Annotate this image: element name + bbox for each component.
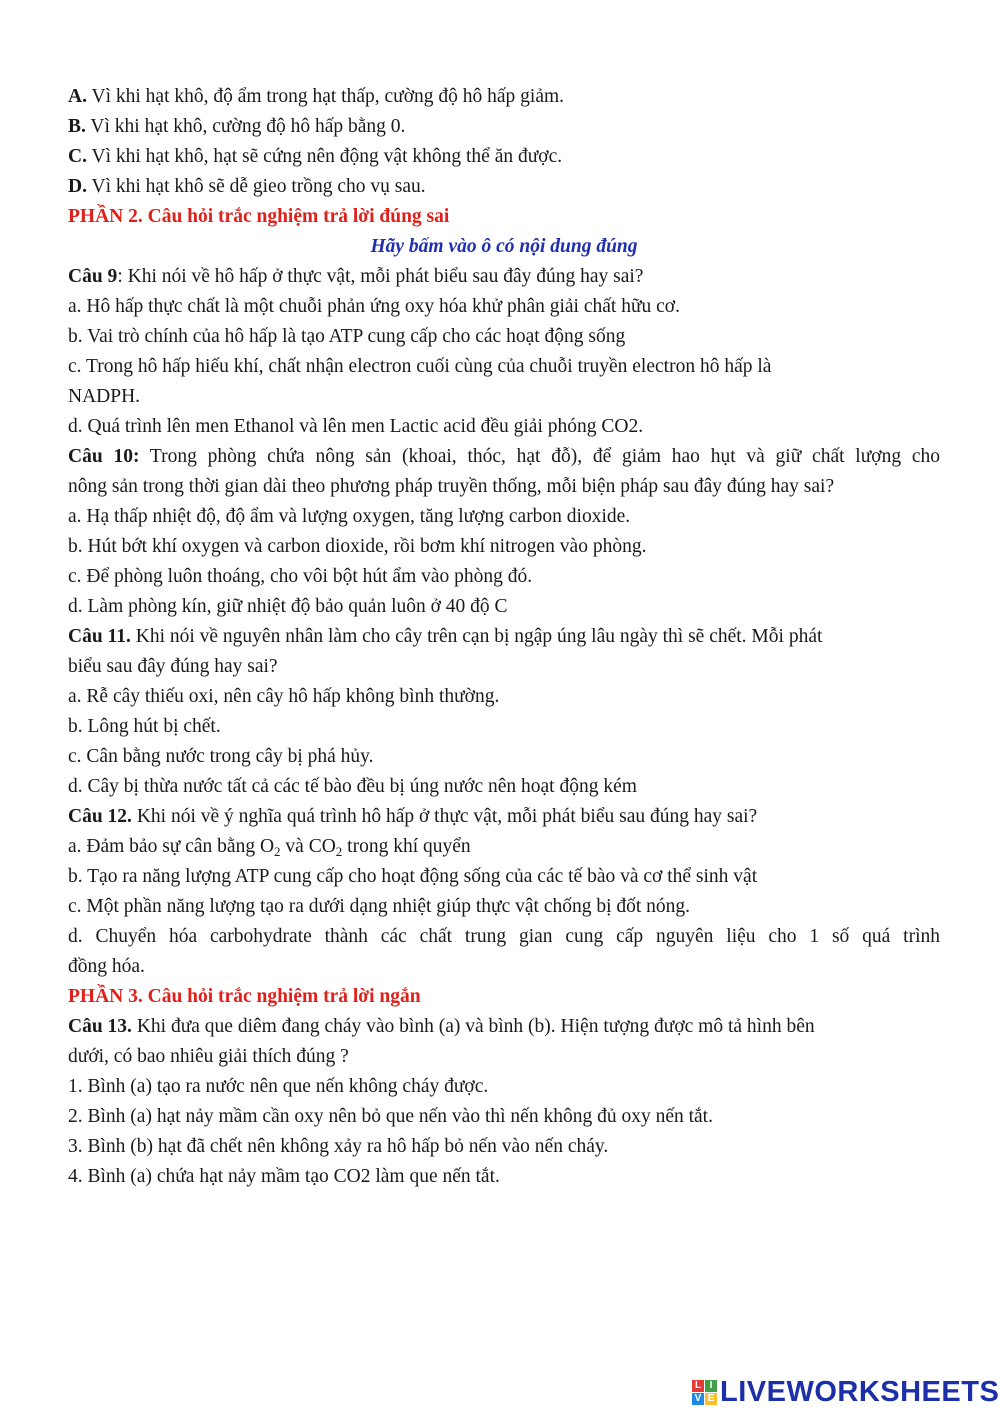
q10-statement-a[interactable]: a. Hạ thấp nhiệt độ, độ ẩm và lượng oxygen, tăng lượng carbon dioxide. — [68, 506, 631, 527]
q10-question-cont: nông sản trong thời gian dài theo phương pháp truyền thống, mỗi biện pháp sau đây đúng hay sai? — [68, 476, 835, 497]
q13-item-2: 2. Bình (a) hạt nảy mầm cần oxy nên bỏ que nến vào thì nến không đủ oxy nến tắt. — [68, 1106, 713, 1127]
q9-statement-b[interactable]: b. Vai trò chính của hô hấp là tạo ATP cung cấp cho các hoạt động sống — [68, 326, 626, 347]
q13-item-3: 3. Bình (b) hạt đã chết nên không xảy ra hô hấp bỏ nến vào nến cháy. — [68, 1136, 609, 1157]
q11-statement-c[interactable]: c. Cân bằng nước trong cây bị phá hủy. — [68, 746, 374, 767]
q9-statement-d[interactable]: d. Quá trình lên men Ethanol và lên men Lactic acid đều giải phóng CO2. — [68, 416, 644, 437]
statement-line: d. Chuyển hóa carbohydrate thành các chất trung gian cung cấp nguyên liệu cho 1 số quá trình — [68, 926, 940, 947]
option-letter: D. — [68, 176, 87, 197]
option-letter: A. — [68, 86, 87, 107]
option-text: Vì khi hạt khô, độ ẩm trong hạt thấp, cường độ hô hấp giảm. — [86, 86, 565, 107]
question-label: Câu 9 — [68, 266, 118, 287]
q13-item-4: 4. Bình (a) chứa hạt nảy mầm tạo CO2 làm que nến tắt. — [68, 1166, 500, 1187]
question-label: Câu 10: — [68, 446, 140, 467]
q9-statement-a[interactable]: a. Hô hấp thực chất là một chuỗi phản ứng oxy hóa khử phân giải chất hữu cơ. — [68, 296, 680, 317]
option-text: Vì khi hạt khô sẽ dễ gieo trồng cho vụ sau. — [86, 176, 426, 197]
logo-tile: E — [705, 1393, 717, 1405]
q12-statement-d[interactable] — [68, 922, 940, 982]
statement-line: đồng hóa. — [68, 956, 145, 977]
option-text: Vì khi hạt khô, cường độ hô hấp bằng 0. — [85, 116, 406, 137]
statement-line: NADPH. — [68, 386, 141, 407]
q12-statement-a[interactable] — [68, 832, 940, 862]
q13-question-cont: dưới, có bao nhiêu giải thích đúng ? — [68, 1046, 349, 1067]
question-label: Câu 11. — [68, 626, 131, 647]
logo-grid-icon — [692, 1380, 717, 1405]
part2-instruction: Hãy bấm vào ô có nội dung đúng — [370, 236, 638, 257]
subscript: 2 — [335, 844, 343, 859]
q10-statement-b[interactable]: b. Hút bớt khí oxygen và carbon dioxide, rồi bơm khí nitrogen vào phòng. — [68, 536, 647, 557]
part3-heading: PHẦN 3. Câu hỏi trắc nghiệm trả lời ngắn — [68, 986, 421, 1007]
q9-question — [68, 262, 940, 292]
q11-statement-a[interactable]: a. Rễ cây thiếu oxi, nên cây hô hấp không bình thường. — [68, 686, 500, 707]
q11-question — [68, 622, 940, 652]
statement-text: trong khí quyển — [342, 836, 471, 857]
statement-text: và CO — [280, 836, 336, 857]
q11-statement-b[interactable]: b. Lông hút bị chết. — [68, 716, 221, 737]
q13-item-1: 1. Bình (a) tạo ra nước nên que nến không cháy được. — [68, 1076, 489, 1097]
option-text: Vì khi hạt khô, hạt sẽ cứng nên động vật không thể ăn được. — [86, 146, 563, 167]
q10-question — [68, 442, 940, 472]
logo-tile: V — [692, 1393, 704, 1405]
option-letter: C. — [68, 146, 87, 167]
q8-option-b — [68, 112, 940, 142]
q12-statement-c[interactable]: c. Một phần năng lượng tạo ra dưới dạng nhiệt giúp thực vật chống bị đốt nóng. — [68, 896, 691, 917]
question-label: Câu 13. — [68, 1016, 132, 1037]
option-letter: B. — [68, 116, 86, 137]
q12-statement-b[interactable]: b. Tạo ra năng lượng ATP cung cấp cho hoạt động sống của các tế bào và cơ thể sinh vật — [68, 866, 758, 887]
q11-question-cont: biểu sau đây đúng hay sai? — [68, 656, 278, 677]
q8-option-a — [68, 82, 940, 112]
question-text: : Khi nói về hô hấp ở thực vật, mỗi phát biểu sau đây đúng hay sai? — [117, 266, 644, 287]
question-label: Câu 12. — [68, 806, 132, 827]
q10-statement-d[interactable]: d. Làm phòng kín, giữ nhiệt độ bảo quản luôn ở 40 độ C — [68, 596, 508, 617]
q11-statement-d[interactable]: d. Cây bị thừa nước tất cả các tế bào đều bị úng nước nên hoạt động kém — [68, 776, 637, 797]
question-text: Khi nói về ý nghĩa quá trình hô hấp ở thực vật, mỗi phát biểu sau đúng hay sai? — [131, 806, 758, 827]
liveworksheets-logo[interactable] — [692, 1374, 999, 1410]
q9-statement-c[interactable] — [68, 352, 940, 412]
part2-heading: PHẦN 2. Câu hỏi trắc nghiệm trả lời đúng sai — [68, 206, 450, 227]
question-text: Trong phòng chứa nông sản (khoai, thóc, hạt đỗ), để giảm hao hụt và giữ chất lượng cho — [139, 446, 940, 467]
subscript: 2 — [274, 844, 281, 859]
worksheet-page — [68, 82, 940, 1192]
statement-line: c. Trong hô hấp hiếu khí, chất nhận electron cuối cùng của chuỗi truyền electron hô hấp là — [68, 356, 772, 377]
logo-tile: I — [705, 1380, 717, 1392]
question-text: Khi đưa que diêm đang cháy vào bình (a) và bình (b). Hiện tượng được mô tả hình bên — [131, 1016, 815, 1037]
q12-question — [68, 802, 940, 832]
q13-question — [68, 1012, 940, 1042]
statement-text: a. Đảm bảo sự cân bằng O — [68, 836, 275, 857]
q8-option-d — [68, 172, 940, 202]
question-text: Khi nói về nguyên nhân làm cho cây trên cạn bị ngập úng lâu ngày thì sẽ chết. Mỗi phát — [130, 626, 823, 647]
q10-statement-c[interactable]: c. Để phòng luôn thoáng, cho vôi bột hút ẩm vào phòng đó. — [68, 566, 533, 587]
logo-tile: L — [692, 1380, 704, 1392]
q8-option-c — [68, 142, 940, 172]
logo-text: LIVEWORKSHEETS — [720, 1375, 1000, 1408]
